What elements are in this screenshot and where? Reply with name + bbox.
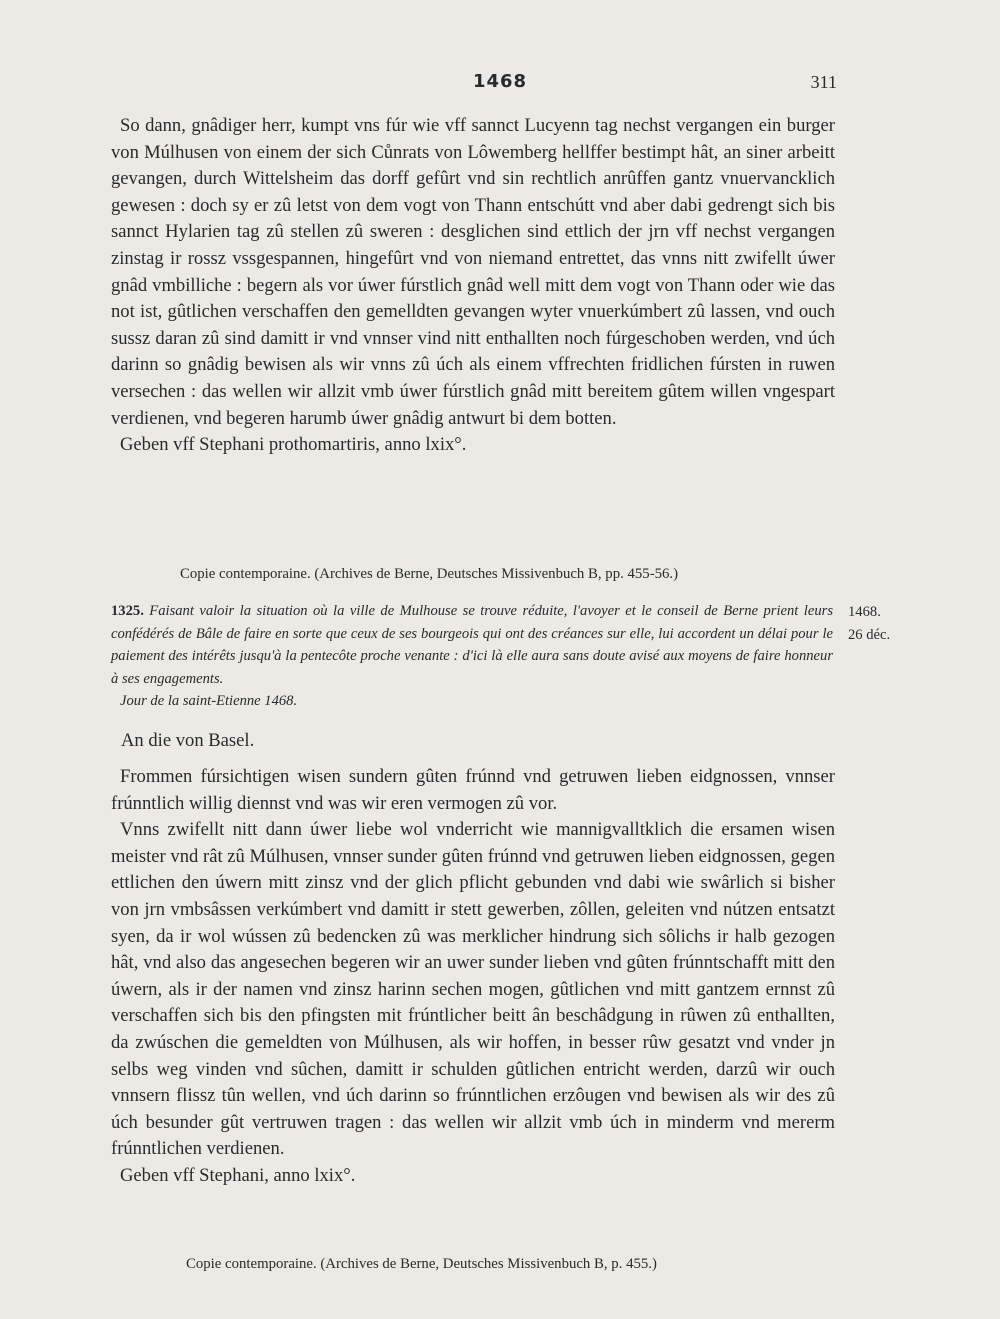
letter-1-citation: Copie contemporaine. (Archives de Berne, Deutsches Missivenbuch B, pp. 455-56.): [180, 566, 679, 582]
entry-date-line: Jour de la saint-Etienne 1468.: [120, 693, 298, 709]
letter-2-body: [111, 764, 835, 1190]
letter-2-citation: Copie contemporaine. (Archives de Berne, Deutsches Missivenbuch B, p. 455.): [186, 1256, 657, 1272]
margin-date: [848, 601, 890, 646]
letter-1-closing: Geben vff Stephani prothomartiris, anno lxix°.: [120, 434, 467, 456]
margin-day: 26 déc.: [848, 626, 891, 643]
letter-2-salutation: Frommen fúrsichtigen wisen sundern gûten frúnnd vnd getruwen lieben eidgnossen, vnnser frúnntlich willig diennst vnd was wir eren vermogen zû vor.: [111, 766, 835, 814]
entry-summary-text: Faisant valoir la situation où la ville de Mulhouse se trouve réduite, l'avoyer et le conseil de Berne prient leurs confédérés de Bâle de faire en sorte que ceux de ses bourgeois qui ont des créances sur elle, lui accordent un délai pour le paiement des intérêts jusqu'à la pentecôte proche venante : d'ici là elle aura sans doute avisé aux moyens de faire honneur à ses engagements.: [111, 603, 833, 687]
running-header-year: 1468: [472, 71, 528, 92]
margin-year: 1468.: [848, 604, 881, 620]
page-number: 311: [810, 72, 837, 92]
letter-2-closing: Geben vff Stephani, anno lxix°.: [120, 1164, 356, 1186]
letter-1-paragraph: So dann, gnâdiger herr, kumpt vns fúr wie vff sannct Lucyenn tag nechst vergangen ein burger von Múlhusen von einem der sich Cůnrats von Lôwemberg hellffer bestimpt hât, an siner arbeitt gevangen, durch Wittelsheim das dorff gefûrt vnd sin rechtlich anrûffen gantz vnuervancklich gewesen : doch sy er zû letst von dem vogt von Thann entschútt vnd aber dabi gedrengt sich bis sannct Hylarien tag zû stellen zû sweren : desglichen sind ettlich der jrn vff nechst vergangen zinstag ir rossz vssgespannen, hingefûrt vnd von niemand entrettet, das vnns nitt zwifellt úwer gnâd vmbilliche : begern als vor úwer fúrstlich gnâd well mitt dem vogt von Thann oder wie das not ist, gûtlichen verschaffen den gemelldten gevangen wyter vnuerkúmbert zû lassen, vnd ouch sussz daran zû sind damitt ir vnd vnnser vind nitt enthallten noch fúrgeschoben werden, vnd úch darinn so gnâdig bewisen als wir vnns zû úch als einem vffrechten fridlichen fúrsten in ruwen versechen : das wellen wir allzit vmb úwer fúrstlich gnâd mitt bereitem gûtem willen vngespart verdienen, vnd begeren harumb úwer gnâdig antwurt bi dem botten.: [111, 115, 835, 429]
letter-2-paragraph: Vnns zwifellt nitt dann úwer liebe wol vnderricht wie mannigvalltklich die ersamen wisen meister vnd rât zû Múlhusen, vnnser sunder gûten frúnnd vnd getruwen lieben eidgnossen, gegen ettlichen den úwern mitt zinsz vnd der glich pflicht gebunden vnd dabi wie swârlich si bisher von jrn vmbsâssen verkúmbert vnd damitt ir stett gewerben, zôllen, geleiten vnd nútzen entsatzt syen, da ir wol wússen zû bedencken zû was merklicher hindrung sich sôlichs ir halb gezogen hât, vnd also das angesechen begeren wir an uwer sunder lieben vnd gûten frúnntschafft mitt den úwern, als ir der namen vnd zinsz harinn sechen mogen, gûtlichen vnd mitt gantzem ernnst zû verschaffen sich bis den pfingsten mit frúntlicher beitt ân beschâdgung in rûwen zû enthallten, da zwúschen die gemeldten von Múlhusen, als wir hoffen, in besser rûw gesatzt vnd vnder jn selbs weg vinden vnd sûchen, damitt ir schulden gûtlichen entricht werden, darzû wir ouch vnnsern flissz tûn wellen, vnd úch darinn so frúnntlichen erzôugen vnd bewisen als wir des zû úch besunder gût vertruwen tragen : das wellen wir allzit vmb úch in minderm vnd mererm frúnntlichen verdienen.: [111, 819, 835, 1160]
letter-2-addressee: An die von Basel.: [121, 730, 255, 751]
entry-summary: [111, 600, 833, 713]
entry-number: 1325.: [111, 603, 144, 619]
letter-1-body: [111, 113, 835, 459]
